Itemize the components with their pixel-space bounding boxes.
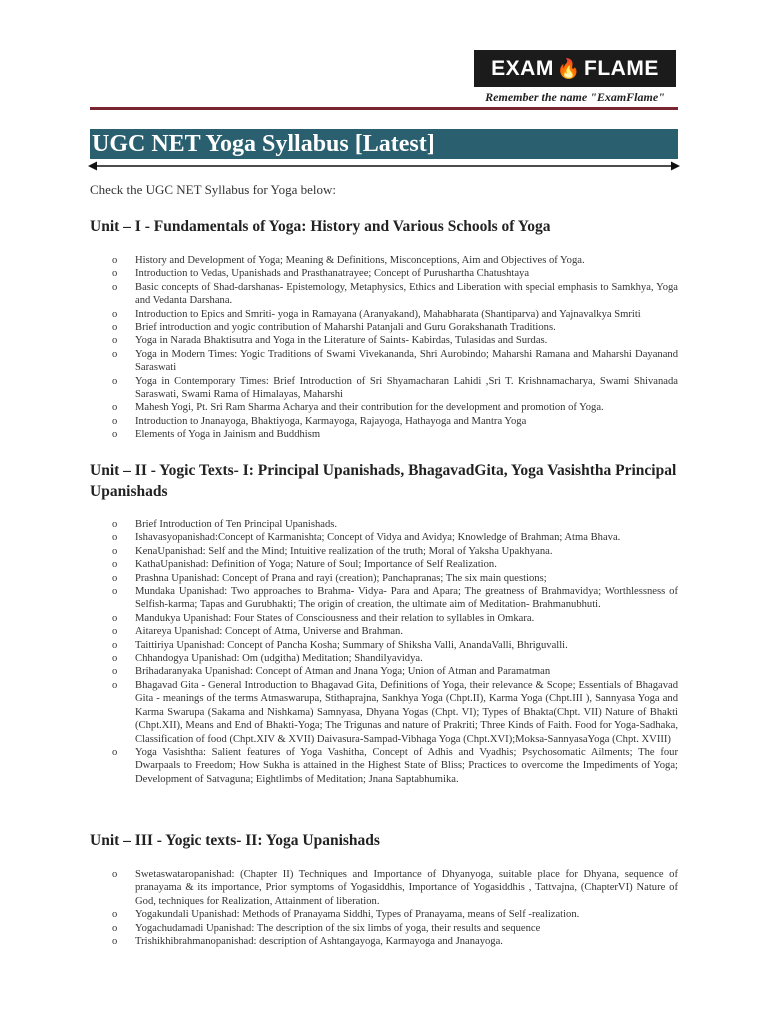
- unit-1-heading: Unit – I - Fundamentals of Yoga: History and Various Schools of Yoga: [90, 218, 551, 235]
- list-item: o Introduction to Epics and Smriti- yoga in Ramayana (Aranyakand), Mahabharata (Shantiparva) and Yajnavalkya Smriti: [112, 308, 678, 321]
- list-item: o Elements of Yoga in Jainism and Buddhism: [112, 428, 678, 441]
- list-item: o Yoga Vasishtha: Salient features of Yoga Vashitha, Concept of Adhis and Vyadhis; Psychosomatic Ailments; The four Dwarpaals to Freedom; How Sukha is attained in the Highest State of Bliss; Practices to overcome the Impediments of Yoga; Development of Satvaguna; Eightlimbs of Meditation; Jnana Saptabhumika.: [112, 746, 678, 786]
- list-item: o Introduction to Jnanayoga, Bhaktiyoga, Karmayoga, Rajayoga, Hathayoga and Mantra Yoga: [112, 415, 678, 428]
- examflame-logo: [474, 50, 676, 87]
- flame-icon: 🔥: [556, 58, 582, 80]
- tagline: Remember the name "ExamFlame": [485, 90, 665, 104]
- unit-1-list: [112, 254, 678, 442]
- list-item: o Brihadaranyaka Upanishad: Concept of Atman and Jnana Yoga; Union of Atman and Paramatman: [112, 665, 678, 678]
- list-item: o Mahesh Yogi, Pt. Sri Ram Sharma Acharya and their contribution for the development and promotion of Yoga.: [112, 401, 678, 414]
- list-item: o Yoga in Modern Times: Yogic Traditions of Swami Vivekananda, Shri Aurobindo; Maharshi Ramana and Maharshi Dayanand Saraswati: [112, 348, 678, 375]
- logo-text-left: EXAM: [491, 56, 554, 80]
- unit-2-heading: Unit – II - Yogic Texts- I: Principal Upanishads, BhagavadGita, Yoga Vasishtha Principal Upanishads: [90, 462, 677, 500]
- list-item: o History and Development of Yoga; Meaning & Definitions, Misconceptions, Aim and Objectives of Yoga.: [112, 254, 678, 267]
- list-item: o Yogakundali Upanishad: Methods of Pranayama Siddhi, Types of Pranayama, means of Self -realization.: [112, 908, 678, 921]
- list-item: o Yogachudamadi Upanishad: The description of the six limbs of yoga, their results and sequence: [112, 922, 678, 935]
- list-item: o Yoga in Contemporary Times: Brief Introduction of Sri Shyamacharan Lahidi ,Sri T. Krishnamacharya, Swami Shivanada Saraswati, Swami Rama of Himalayas, Maharshi: [112, 375, 678, 402]
- unit-2-list: [112, 518, 678, 786]
- intro-text: Check the UGC NET Syllabus for Yoga below:: [90, 182, 337, 197]
- list-item: o Ishavasyopanishad:Concept of Karmanishta; Concept of Vidya and Avidya; Knowledge of Brahman; Atma Bhava.: [112, 531, 678, 544]
- list-item: o Chhandogya Upanishad: Om (udgitha) Meditation; Shandilyavidya.: [112, 652, 678, 665]
- list-item: o Taittiriya Upanishad: Concept of Pancha Kosha; Summary of Shiksha Valli, AnandaValli, Bhriguvalli.: [112, 639, 678, 652]
- list-item: o Trishikhibrahmanopanishad: description of Ashtangayoga, Karmayoga and Jnanayoga.: [112, 935, 678, 948]
- page-title: UGC NET Yoga Syllabus [Latest]: [90, 129, 678, 159]
- list-item: o Mandukya Upanishad: Four States of Consciousness and their relation to syllables in Omkara.: [112, 612, 678, 625]
- list-item: o Introduction to Vedas, Upanishads and Prasthanatrayee; Concept of Purushartha Chatushtaya: [112, 267, 678, 280]
- list-item: o Mundaka Upanishad: Two approaches to Brahma- Vidya- Para and Apara; The greatness of Brahmavidya; Worthlessness of Selfish-karma; Tapas and Gurubhakti; The origin of creation, the ultimate aim of Meditation- Brahmanubhuti.: [112, 585, 678, 612]
- list-item: o Bhagavad Gita - General Introduction to Bhagavad Gita, Definitions of Yoga, their relevance & Scope; Essentials of Bhagavad Gita - meanings of the terms Atmaswarupa, Stithaprajna, Sankhya Yoga (Chpt.II), Karma Yoga (Chpt.III ), Sannyasa Yoga and Karma Swarupa (Sakama and Nishkama) Samnyasa, Dhyana Yogas (Chpt. VI); Types of Bhakta(Chpt. VII) Nature of Bhakti (Chpt.XII), Means and End of Bhakti-Yoga; The Trigunas and nature of Prakriti; Three Kinds of Faith. Food for Yoga-Sadhaka, Classification of food (Chpt.XIV & XVII) Daivasura-Sampad-Vibhaga Yoga (Chpt.XVI);Moksa-SannyasaYoga (Chpt. XVIII): [112, 679, 678, 746]
- unit-3-heading: Unit – III - Yogic texts- II: Yoga Upanishads: [90, 832, 380, 849]
- double-arrow-divider: [88, 160, 680, 172]
- header-divider: [90, 107, 678, 110]
- list-item: o Yoga in Narada Bhaktisutra and Yoga in the Literature of Saints- Kabirdas, Tulasidas and Surdas.: [112, 334, 678, 347]
- list-item: o Aitareya Upanishad: Concept of Atma, Universe and Brahman.: [112, 625, 678, 638]
- list-item: o Swetaswataropanishad: (Chapter II) Techniques and Importance of Dhyanyoga, suitable place for Dhyana, sequence of pranayama & its importance, Prior symptoms of Yogasiddhis, Importance of Yogasiddhis , Tattvajna, (ChapterVI) Nature of God, techniques for Realization, Attainment of liberation.: [112, 868, 678, 908]
- list-item: o Brief Introduction of Ten Principal Upanishads.: [112, 518, 678, 531]
- list-item: o KenaUpanishad: Self and the Mind; Intuitive realization of the truth; Moral of Yaksha Upakhyana.: [112, 545, 678, 558]
- logo-text-right: FLAME: [584, 56, 659, 80]
- unit-3-list: [112, 868, 678, 948]
- list-item: o KathaUpanishad: Definition of Yoga; Nature of Soul; Importance of Self Realization.: [112, 558, 678, 571]
- list-item: o Prashna Upanishad: Concept of Prana and rayi (creation); Panchapranas; The six main questions;: [112, 572, 678, 585]
- list-item: o Brief introduction and yogic contribution of Maharshi Patanjali and Guru Gorakshanath Traditions.: [112, 321, 678, 334]
- list-item: o Basic concepts of Shad-darshanas- Epistemology, Metaphysics, Ethics and Liberation with special emphasis to Samkhya, Yoga and Vedanta Darshana.: [112, 281, 678, 308]
